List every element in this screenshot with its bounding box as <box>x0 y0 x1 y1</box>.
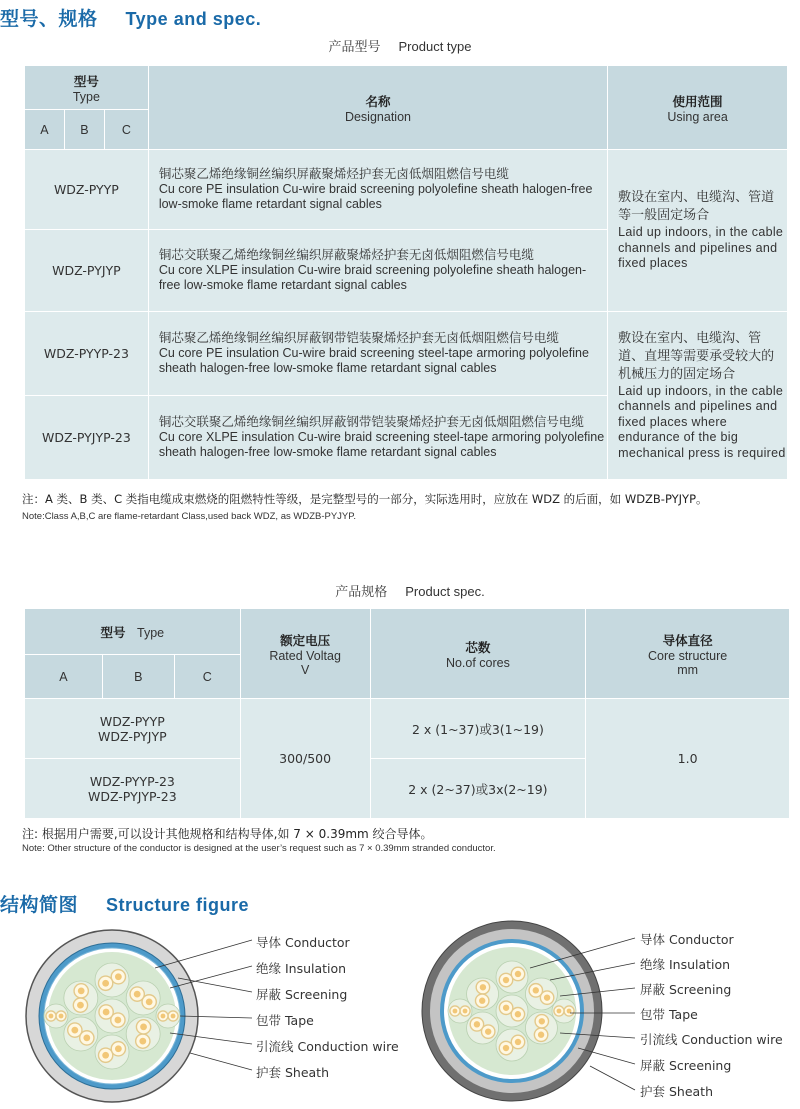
core-pair <box>64 981 98 1015</box>
use-cell-general: 敷设在室内、电缆沟、管道等一般固定场合 Laid up indoors, in the cable channels and pipelines and fixed places <box>608 150 788 312</box>
core-pair <box>496 995 528 1027</box>
product-spec-note-zh: 注: 根据用户需要,可以设计其他规格和结构导体,如 7 × 0.39mm 绞合导体。 <box>22 827 433 841</box>
product-type-caption: 产品型号 Product type <box>328 39 472 55</box>
core-pair <box>496 1029 528 1061</box>
core-pair <box>156 1004 180 1028</box>
table-row <box>25 699 790 759</box>
right-label-screening-outer: 屏蔽 Screening <box>640 1058 732 1073</box>
spec-sub-b: B <box>102 655 174 699</box>
product-spec-note-en: Note: Other structure of the conductor is designed at the user’s request such as 7 × 0.39mm stranded conductor. <box>22 843 496 854</box>
left-label-conductor: 导体 Conductor <box>256 935 350 950</box>
section-title-zh: 型号、规格 <box>0 8 98 30</box>
spec-type-cell: WDZ-PYYP-23 WDZ-PYJYP-23 <box>25 759 241 819</box>
use-cell-armored: 敷设在室内、电缆沟、管道、直埋等需要承受较大的机械压力的固定场合 Laid up indoors, in the cable channels and pipelines and fixed places where endurance of the big mechanical press is required <box>608 312 788 480</box>
sub-c: C <box>104 110 148 150</box>
right-label-tape: 包带 Tape <box>640 1007 698 1022</box>
core-pair <box>496 961 528 993</box>
core-pair <box>95 1035 129 1069</box>
spec-sub-a: A <box>25 655 103 699</box>
core-pair <box>525 978 557 1010</box>
sub-a: A <box>25 110 65 150</box>
section-title-zh: 结构简图 <box>0 894 79 916</box>
cable-figure-right <box>410 918 640 1104</box>
left-label-tape: 包带 Tape <box>256 1013 314 1028</box>
type-cell: WDZ-PYYP-23 <box>25 312 149 396</box>
designation-cell: 铜芯聚乙烯绝缘铜丝编织屏蔽钢带铠装聚烯烃护套无卤低烟阻燃信号电缆 Cu core PE insulation Cu-wire braid screening steel-tape armoring polyolefine sheath halogen-free low-smoke flame retardant signal cables <box>148 312 607 396</box>
cores-cell: 2 x (2~37)或3x(2~19) <box>370 759 586 819</box>
cable-figure-left <box>20 928 400 1104</box>
left-label-conduction-wire: 引流线 Conduction wire <box>256 1039 399 1054</box>
product-type-note-zh: 注：A 类、B 类、C 类指电缆成束燃烧的阻燃特性等级，是完整型号的一部分，实际选用时，应放在 WDZ 的后面，如 WDZB-PYJYP。 <box>22 492 708 506</box>
spec-col-cores-header: 芯数 No.of cores <box>370 609 586 699</box>
product-spec-caption: 产品规格 Product spec. <box>335 584 485 600</box>
sub-b: B <box>64 110 104 150</box>
right-label-conduction-wire: 引流线 Conduction wire <box>640 1032 783 1047</box>
conductor-cell: 1.0 <box>586 699 790 819</box>
table-row <box>25 312 788 396</box>
section-title-en: Type and spec. <box>125 9 262 29</box>
col-use-header: 使用范围 Using area <box>608 66 788 150</box>
right-label-conductor: 导体 Conductor <box>640 932 734 947</box>
designation-cell: 铜芯交联聚乙烯绝缘铜丝编织屏蔽聚烯烃护套无卤低烟阻燃信号电缆 Cu core XLPE insulation Cu-wire braid screening polyolefine sheath halogen-free low-smoke flame retardant signal cables <box>148 230 607 312</box>
col-type-header: 型号 Type <box>25 66 149 110</box>
left-label-screening: 屏蔽 Screening <box>256 987 348 1002</box>
spec-col-type-header: 型号 Type <box>25 609 241 655</box>
core-pair <box>448 999 472 1023</box>
section-title-en: Structure figure <box>106 895 250 915</box>
spec-type-cell: WDZ-PYYP WDZ-PYJYP <box>25 699 241 759</box>
core-pair <box>126 1017 160 1051</box>
product-type-table <box>24 65 788 480</box>
product-type-note-en: Note:Class A,B,C are flame-retardant Class,used back WDZ, as WDZB-PYJYP. <box>22 511 357 522</box>
core-pair <box>44 1004 68 1028</box>
spec-sub-c: C <box>174 655 240 699</box>
left-label-insulation: 绝缘 Insulation <box>256 961 347 976</box>
spec-col-voltage-header: 额定电压 Rated Voltag V <box>240 609 370 699</box>
core-pair <box>95 963 129 997</box>
product-spec-table <box>24 608 790 819</box>
right-label-screening: 屏蔽 Screening <box>640 982 732 997</box>
left-label-sheath: 护套 Sheath <box>256 1065 330 1080</box>
section-title-structure <box>0 890 249 917</box>
core-pair <box>525 1012 557 1044</box>
type-cell: WDZ-PYJYP-23 <box>25 396 149 480</box>
type-cell: WDZ-PYJYP <box>25 230 149 312</box>
core-pair <box>126 981 160 1015</box>
right-label-insulation: 绝缘 Insulation <box>640 957 731 972</box>
col-designation-header: 名称 Designation <box>148 66 607 150</box>
core-pair <box>95 999 129 1033</box>
spec-col-conductor-header: 导体直径 Core structure mm <box>586 609 790 699</box>
right-label-sheath: 护套 Sheath <box>640 1084 714 1099</box>
table-row <box>25 150 788 230</box>
cores-cell: 2 x (1~37)或3(1~19) <box>370 699 586 759</box>
core-pair <box>467 978 499 1010</box>
core-pair <box>64 1017 98 1051</box>
designation-cell: 铜芯交联聚乙烯绝缘铜丝编织屏蔽钢带铠装聚烯烃护套无卤低烟阻燃信号电缆 Cu core XLPE insulation Cu-wire braid screening steel-tape armoring polyolefine sheath halogen-free low-smoke flame retardant signal cables <box>148 396 607 480</box>
core-pair <box>467 1012 499 1044</box>
designation-cell: 铜芯聚乙烯绝缘铜丝编织屏蔽聚烯烃护套无卤低烟阻燃信号电缆 Cu core PE insulation Cu-wire braid screening polyolefine sheath halogen-free low-smoke flame retardant signal cables <box>148 150 607 230</box>
core-pair <box>552 999 576 1023</box>
type-cell: WDZ-PYYP <box>25 150 149 230</box>
section-title-type-spec <box>0 4 261 31</box>
voltage-cell: 300/500 <box>240 699 370 819</box>
